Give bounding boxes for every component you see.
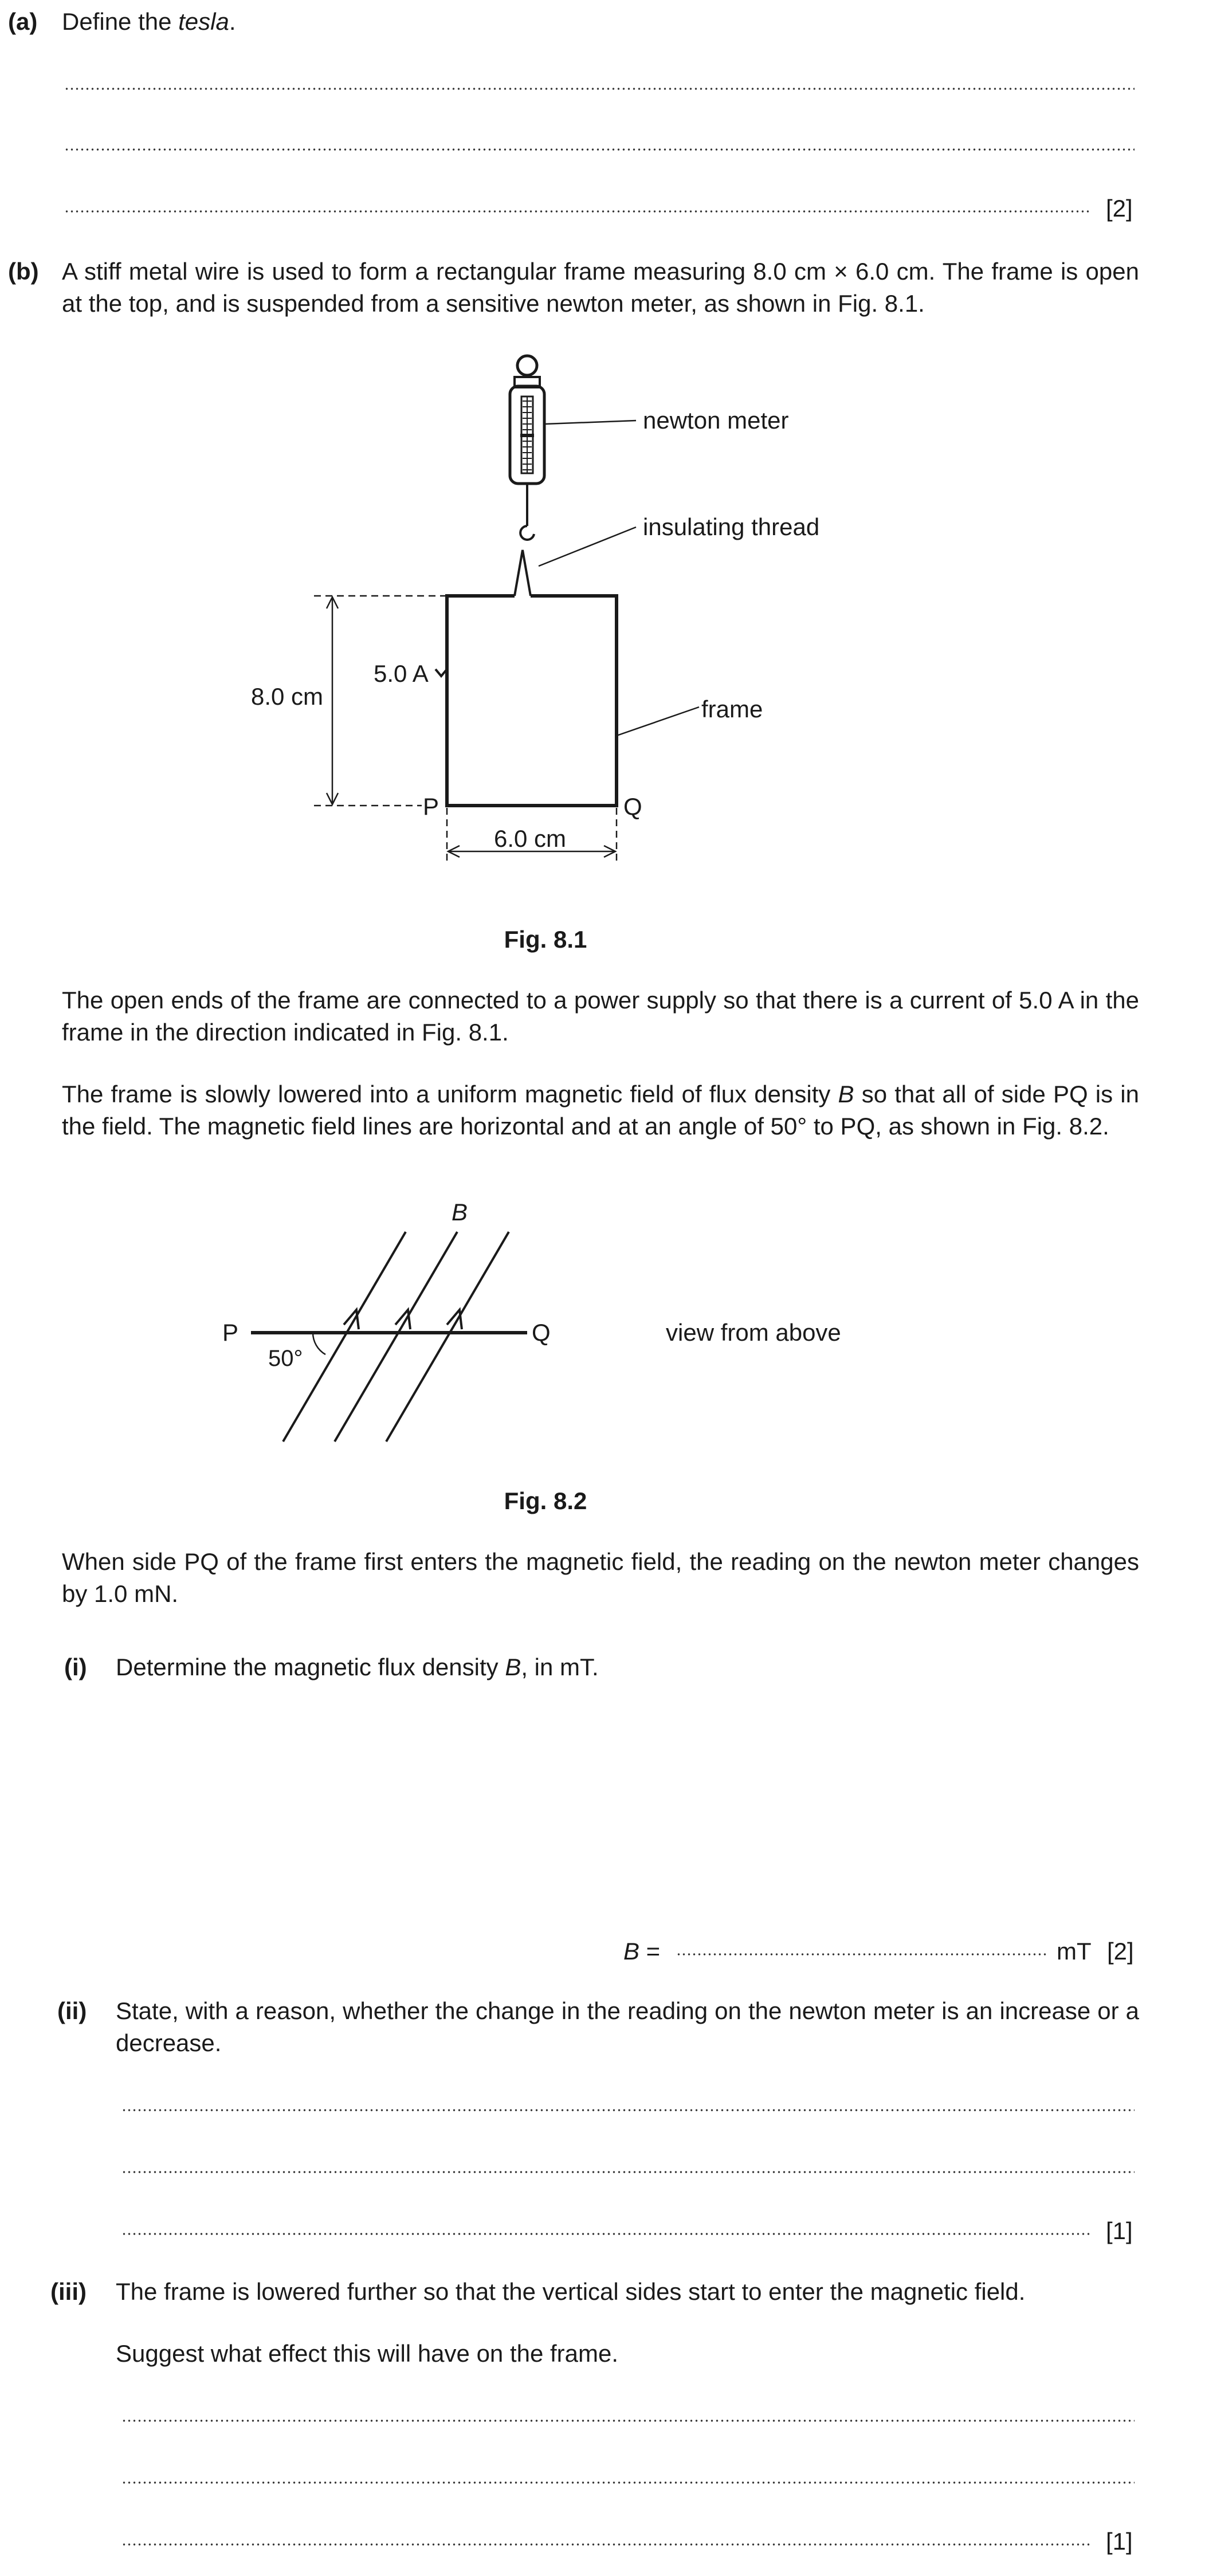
label-height: 8.0 cm: [251, 683, 324, 710]
part-a-prompt: [62, 6, 236, 38]
fig-8-1-caption: Fig. 8.1: [504, 926, 587, 953]
answer-line-iii-1[interactable]: [121, 2419, 1135, 2422]
figure-8-1: [218, 344, 905, 882]
q-i-answer-eq: =: [639, 1938, 661, 1965]
label-insulating-thread: insulating thread: [643, 513, 820, 540]
para-reading: When side PQ of the frame first enters the magnetic field, the reading on the newton meter changes by 1.0 mN.: [62, 1548, 1139, 1607]
answer-line-ii-2[interactable]: [121, 2170, 1135, 2174]
field-lines: [283, 1232, 509, 1442]
q-i-unit: mT: [1057, 1938, 1092, 1965]
q-i-marks: [2]: [1107, 1938, 1134, 1965]
q-iii-text-2: Suggest what effect this will have on the frame.: [116, 2340, 619, 2367]
answer-line-a-1[interactable]: [64, 87, 1135, 91]
q-iii-text-1: The frame is lowered further so that the vertical sides start to enter the magnetic field.: [116, 2278, 1026, 2305]
angle-arc: [313, 1333, 325, 1354]
label-width: 6.0 cm: [494, 825, 567, 852]
label-p-fig1: P: [423, 793, 439, 820]
q-i-text: [116, 1651, 599, 1683]
label-current: 5.0 A: [374, 660, 429, 687]
label-newton-meter: newton meter: [643, 407, 789, 434]
fig-8-2-caption: Fig. 8.2: [504, 1487, 587, 1514]
para-field-text-1: The frame is slowly lowered into a uniform magnetic field of flux density: [62, 1081, 838, 1108]
part-a-label: (a): [8, 8, 38, 35]
q-i-text-1: Determine the magnetic flux density: [116, 1654, 505, 1680]
label-b-field: B: [452, 1199, 468, 1226]
part-a-marks: [2]: [1106, 195, 1133, 222]
label-q-fig2: Q: [532, 1319, 551, 1346]
figure-8-2: [212, 1197, 900, 1450]
answer-line-ii-1[interactable]: [121, 2108, 1135, 2112]
para-current: The open ends of the frame are connected to a power supply so that there is a current of 5.0 A in the frame in the direction indicated in Fig. 8.1.: [62, 987, 1139, 1046]
answer-line-a-2[interactable]: [64, 148, 1135, 151]
answer-line-a-3[interactable]: [64, 210, 1090, 213]
newton-meter-icon: [510, 356, 544, 540]
label-angle: 50°: [268, 1346, 303, 1371]
label-p-fig2: P: [222, 1319, 239, 1346]
part-a-prompt-term: tesla: [178, 8, 229, 35]
q-iii-label: (iii): [50, 2278, 87, 2305]
part-b-label: (b): [8, 258, 39, 285]
label-frame: frame: [701, 696, 763, 722]
q-i-label: (i): [64, 1654, 87, 1680]
part-a-prompt-text: Define the: [62, 8, 179, 35]
para-field: [62, 1078, 1139, 1142]
para-field-symbol-b: B: [838, 1081, 854, 1108]
q-ii-label: (ii): [57, 1997, 87, 2024]
label-q-fig1: Q: [623, 793, 642, 820]
insulating-thread: [515, 550, 531, 596]
q-iii-marks: [1]: [1106, 2528, 1133, 2555]
label-view: view from above: [666, 1319, 841, 1346]
q-i-symbol-b: B: [505, 1654, 521, 1680]
answer-line-ii-3[interactable]: [121, 2232, 1090, 2236]
answer-line-iii-3[interactable]: [121, 2543, 1090, 2546]
q-ii-marks: [1]: [1106, 2217, 1133, 2244]
q-i-answer-prefix: [623, 1935, 660, 1968]
q-ii-text: State, with a reason, whether the change in the reading on the newton meter is an increase or a decrease.: [116, 1997, 1139, 2056]
part-b-intro: A stiff metal wire is used to form a rectangular frame measuring 8.0 cm × 6.0 cm. The frame is open at the top, and is suspended from a sensitive newton meter, as shown in Fig. 8.1.: [62, 258, 1139, 317]
part-a-prompt-period: .: [229, 8, 236, 35]
para-field-text-2: so that all of side PQ is in the field. The magnetic field lines are horizontal and at an angle of 50° to PQ, as shown in Fig. 8.2.: [62, 1081, 1139, 1140]
answer-field-b[interactable]: [676, 1953, 1047, 1956]
answer-line-iii-2[interactable]: [121, 2481, 1135, 2484]
frame-wire: [447, 596, 617, 806]
q-i-answer-var: B: [623, 1938, 640, 1965]
q-i-text-2: , in mT.: [521, 1654, 599, 1680]
